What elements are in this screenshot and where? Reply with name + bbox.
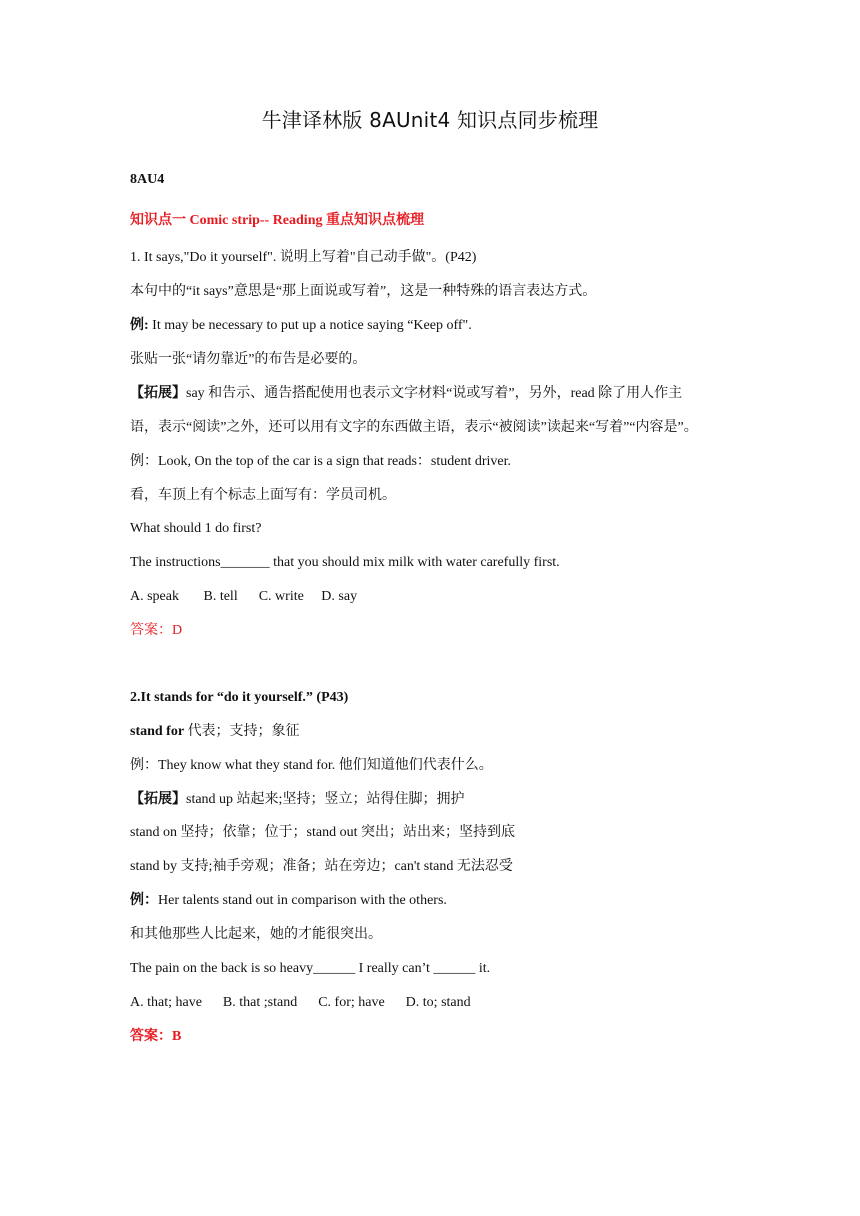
point2-expand-line3: stand by 支持;袖手旁观；准备；站在旁边；can't stand 无法忍受 — [130, 859, 513, 874]
point1-example2-translation: 看，车顶上有个标志上面写有：学员司机。 — [130, 488, 396, 503]
point1-expand-continued: 语，表示“阅读”之外，还可以用有文字的东西做主语，表示“被阅读”读起来“写着”“内容是”。 — [130, 420, 698, 435]
document-title: 牛津译林版 8AUnit4 知识点同步梳理 — [261, 108, 599, 132]
point1-example-translation: 张贴一张“请勿靠近”的布告是必要的。 — [130, 352, 367, 367]
point2-answer: 答案：B — [130, 1029, 182, 1044]
example-text: Her talents stand out in comparison with the others. — [158, 893, 447, 908]
point1-example2: 例：Look, On the top of the car is a sign that reads：student driver. — [130, 454, 512, 469]
expand-label: 【拓展】 — [130, 386, 186, 401]
expand-text: stand up 站起来;坚持；竖立；站得住脚；拥护 — [186, 792, 465, 807]
point2-exercise: The pain on the back is so heavy______ I really can’t ______ it. — [130, 961, 491, 976]
point2-example: 例：They know what they stand for. 他们知道他们代表什么。 — [130, 758, 493, 773]
example-label: 例： — [130, 893, 158, 908]
example-label: 例: — [130, 318, 149, 333]
expand-label: 【拓展】 — [130, 792, 186, 807]
point2-expand-line2: stand on 坚持；依靠；位于；stand out 突出；站出来；坚持到底 — [130, 825, 515, 840]
section-heading: 知识点一 Comic strip-- Reading 重点知识点梳理 — [130, 213, 424, 228]
phrase-term: stand for — [130, 724, 185, 739]
point1-heading: 1. It says,"Do it yourself". 说明上写着"自己动手做"。(P42) — [130, 250, 477, 265]
point1-exercise: The instructions_______ that you should mix milk with water carefully first. — [130, 555, 560, 570]
point2-phrase — [130, 722, 300, 742]
point2-example2 — [130, 891, 447, 911]
point1-explanation: 本句中的“it says”意思是“那上面说或写着”，这是一种特殊的语言表达方式。 — [130, 284, 597, 299]
phrase-meaning: 代表；支持；象征 — [184, 724, 300, 739]
point1-example — [130, 316, 472, 336]
point1-options: A. speak B. tell C. write D. say — [130, 589, 358, 604]
point2-options: A. that; have B. that ;stand C. for; have D. to; stand — [130, 995, 471, 1010]
point1-answer: 答案：D — [130, 623, 183, 638]
point1-question: What should 1 do first? — [130, 521, 262, 536]
point2-example-translation: 和其他那些人比起来，她的才能很突出。 — [130, 927, 382, 942]
expand-text: say 和告示、通告搭配使用也表示文字材料“说或写着”，另外，read 除了用人作主 — [186, 386, 683, 401]
unit-label: 8AU4 — [130, 172, 165, 187]
point1-expand — [130, 384, 682, 404]
point2-heading: 2.It stands for “do it yourself.” (P43) — [130, 690, 349, 705]
point2-expand — [130, 790, 464, 810]
example-text: It may be necessary to put up a notice saying “Keep off". — [148, 318, 472, 333]
